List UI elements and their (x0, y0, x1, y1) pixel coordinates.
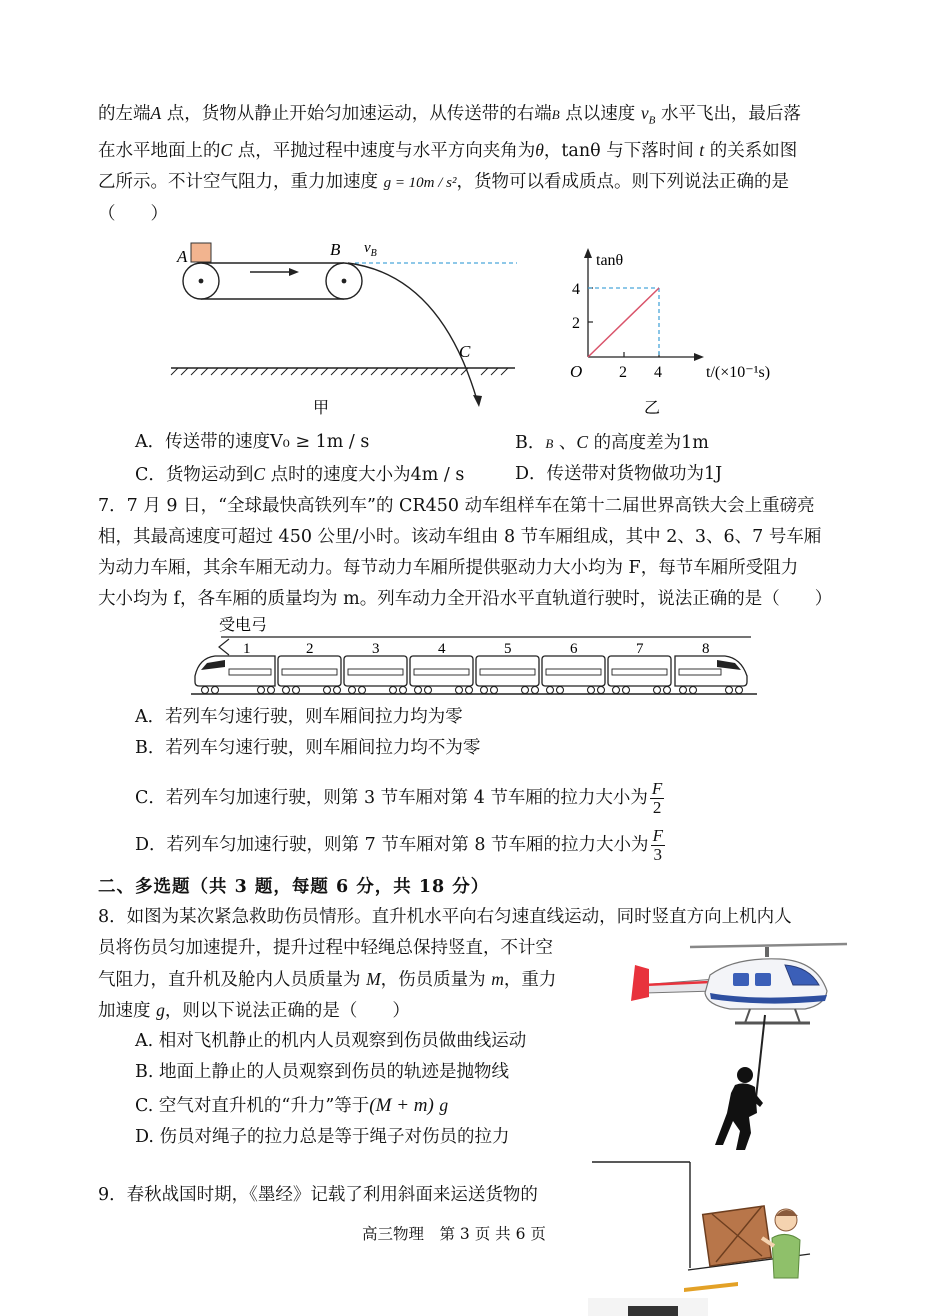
x-tick-4: 4 (654, 364, 662, 381)
figure-tan-graph (560, 240, 805, 420)
caption-jia: 甲 (313, 400, 330, 417)
car-number-5: 5 (504, 641, 512, 657)
wooden-crate (703, 1206, 772, 1266)
figure-incline-partial (588, 1158, 838, 1316)
train-wheels (202, 687, 743, 694)
section-header-multiple-choice: 二、多选题（共 3 题，每题 6 分，共 18 分） (98, 877, 490, 897)
q8-line-2: 员将伤员匀加速提升，提升过程中轻绳总保持竖直，不计空 (98, 938, 553, 958)
car-number-7: 7 (636, 641, 644, 657)
car-5 (476, 656, 539, 686)
car-4 (410, 656, 473, 686)
q6-line-2: 在水平地面上的C 点，平抛过程中速度与水平方向夹角为θ，tanθ 与下落时间 t 的关系如图 (98, 140, 798, 161)
page-footer: 高三物理 第 3 页 共 6 页 (362, 1225, 546, 1243)
data-line (588, 288, 659, 357)
origin-label: O (570, 362, 583, 381)
q7-line-1: 7．7 月 9 日，“全球最快高铁列车”的 CR450 动车组样车在第十二届世界高铁大会上重磅亮 (98, 496, 815, 516)
q9-line-1: 9．春秋战国时期，《墨经》记载了利用斜面来运送货物的 (98, 1185, 538, 1205)
main-rotor (690, 944, 847, 947)
q7-option-a: A．若列车匀速行驶，则车厢间拉力均为零 (135, 707, 463, 727)
figure-helicopter-rescue (605, 935, 855, 1155)
injured-person-silhouette (715, 1067, 763, 1150)
q8-option-d: D. 伤员对绳子的拉力总是等于绳子对伤员的拉力 (135, 1127, 510, 1147)
q6-option-c: C．货物运动到C 点时的速度大小为4m / s (135, 464, 465, 485)
car-7 (608, 656, 671, 686)
x-tick-2: 2 (619, 364, 627, 381)
rescue-rope (755, 1015, 765, 1107)
pantograph (219, 639, 229, 655)
y-tick-4: 4 (572, 281, 580, 298)
fraction-f-over-3: $\frac{F}{3}$ (652, 826, 663, 864)
figure-train (185, 612, 760, 702)
caption-yi: 乙 (644, 400, 661, 417)
q7-line-4: 大小均为 f，各车厢的质量均为 m。列车动力全开沿水平直轨道行驶时，说法正确的是（ ） (98, 589, 833, 609)
q7-option-c: C．若列车匀加速行驶，则第 3 节车厢对第 4 节车厢的拉力大小为 $\frac{F}{2}$ (135, 779, 663, 817)
label-A: A (177, 247, 188, 266)
label-C: C (459, 342, 471, 361)
car-1 (195, 656, 275, 686)
q6-option-b: B．B 、C 的高度差为1m (515, 432, 709, 453)
projectile-trajectory (348, 263, 477, 400)
q8-line-1: 8．如图为某次紧急救助伤员情形。直升机水平向右匀速直线运动，同时竖直方向上机内人 (98, 907, 792, 927)
y-tick-2: 2 (572, 315, 580, 332)
label-B: B (330, 240, 341, 259)
q8-option-b: B. 地面上静止的人员观察到伤员的轨迹是抛物线 (135, 1062, 509, 1082)
ground-hatching (171, 368, 508, 375)
q6-option-a: A．传送带的速度V₀ ≥ 1m / s (135, 432, 370, 452)
q6-line-3: 乙所示。不计空气阻力，重力加速度 g = 10m / s²，货物可以看成质点。则下列说法正确的是 (98, 172, 790, 192)
worker-figure (762, 1209, 800, 1278)
q8-option-a: A. 相对飞机静止的机内人员观察到伤员做曲线运动 (135, 1031, 527, 1051)
car-number-4: 4 (438, 641, 446, 657)
car-number-2: 2 (306, 641, 314, 657)
q8-option-c: C. 空气对直升机的“升力”等于(M + m) g (135, 1095, 449, 1116)
car-number-6: 6 (570, 641, 578, 657)
q7-line-2: 相，其最高速度可超过 450 公里/小时。该动车组由 8 节车厢组成，其中 2、3、6、7 号车厢 (98, 527, 822, 547)
q7-option-d: D．若列车匀加速行驶，则第 7 节车厢对第 8 节车厢的拉力大小为 $\frac{F}{3}$ (135, 826, 663, 864)
cargo-box (191, 243, 211, 262)
car-6 (542, 656, 605, 686)
car-number-8: 8 (702, 641, 710, 657)
q8-line-3: 气阻力，直升机及舱内人员质量为 M，伤员质量为 m，重力 (98, 969, 557, 990)
pantograph-label: 受电弓 (219, 617, 268, 634)
car-3 (344, 656, 407, 686)
car-number-1: 1 (243, 641, 251, 657)
q7-option-b: B．若列车匀速行驶，则车厢间拉力均不为零 (135, 738, 481, 758)
figure-conveyor (165, 235, 535, 420)
q6-option-d: D．传送带对货物做功为1J (515, 464, 723, 484)
q7-line-3: 为动力车厢，其余车厢无动力。每节动力车厢所提供驱动力大小均为 F，每节车厢所受阻力 (98, 558, 799, 578)
car-8 (675, 656, 747, 686)
q6-line-1: 的左端A 点，货物从静止开始匀加速运动，从传送带的右端B 点以速度 $v_B$ 水平飞出，最后落 (98, 103, 801, 127)
fraction-f-over-2: $\frac{F}{2}$ (651, 779, 663, 817)
q6-line-4: （ ） (98, 204, 168, 224)
car-2 (278, 656, 341, 686)
y-axis-label: tanθ (596, 252, 624, 269)
car-number-3: 3 (372, 641, 380, 657)
x-axis-label: t/(×10⁻¹s) (706, 364, 771, 381)
q8-line-4: 加速度 g，则以下说法正确的是（ ） (98, 1000, 410, 1021)
label-vB: $v_B$ (364, 240, 377, 259)
